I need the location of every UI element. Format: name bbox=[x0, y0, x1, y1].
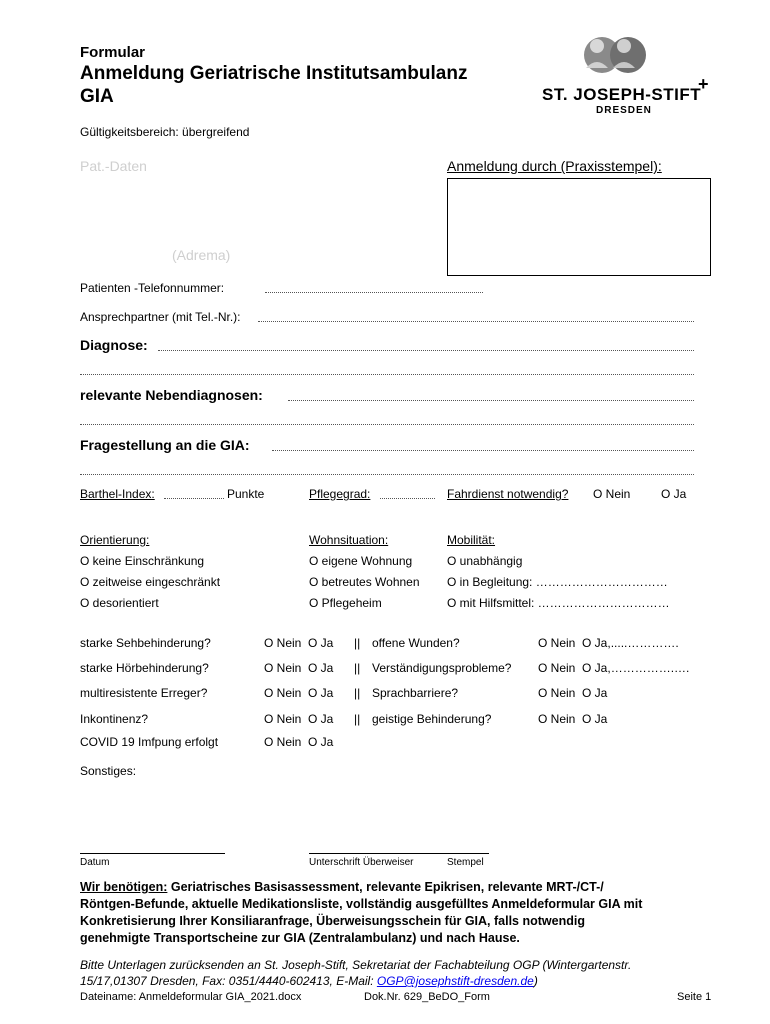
diagnose-label: Diagnose: bbox=[80, 337, 148, 353]
nebendiagnosen-label: relevante Nebendiagnosen: bbox=[80, 387, 263, 403]
question-separator: || bbox=[354, 686, 361, 700]
fragestellung-label: Fragestellung an die GIA: bbox=[80, 437, 250, 453]
email-link[interactable]: OGP@josephstift-dresden.de bbox=[376, 974, 534, 988]
orientierung-group bbox=[80, 530, 220, 614]
question-options[interactable]: O Nein O Ja bbox=[264, 686, 334, 700]
question-options[interactable]: O Nein O Ja bbox=[264, 636, 334, 650]
form-type-label: Formular bbox=[80, 44, 146, 61]
fragestellung-field-2[interactable] bbox=[80, 474, 694, 475]
fahrdienst-label: Fahrdienst notwendig? bbox=[447, 487, 569, 501]
sonstiges-label: Sonstiges: bbox=[80, 764, 137, 778]
pflegegrad-field[interactable] bbox=[380, 498, 435, 499]
required-lead: Wir benötigen: bbox=[80, 880, 168, 894]
adrema-label: (Adrema) bbox=[172, 247, 231, 263]
return-note bbox=[80, 957, 631, 989]
barthel-label: Barthel-Index: bbox=[80, 487, 155, 501]
footer-page: Seite 1 bbox=[677, 991, 712, 1003]
question-options[interactable]: O Nein O Ja bbox=[264, 735, 334, 749]
stamp-label: Anmeldung durch (Praxisstempel): bbox=[447, 158, 662, 174]
fahrdienst-nein[interactable]: O Nein bbox=[593, 487, 631, 501]
return-note-line1: Bitte Unterlagen zurücksenden an St. Joseph-Stift, Sekretariat der Fachabteilung OGP (Wintergartenstr. bbox=[80, 958, 632, 972]
question-label: COVID 19 Imfpung erfolgt bbox=[80, 735, 219, 749]
orientierung-option[interactable]: O zeitweise eingeschränkt bbox=[80, 575, 221, 589]
wohnsituation-group bbox=[309, 530, 420, 614]
question-label: Verständigungsprobleme? bbox=[372, 661, 512, 675]
wohnsituation-option[interactable]: O betreutes Wohnen bbox=[309, 575, 420, 589]
signature-label: Unterschrift Überweiser bbox=[309, 857, 414, 868]
question-separator: || bbox=[354, 661, 361, 675]
required-line1: Geriatrisches Basisassessment, relevante Epikrisen, relevante MRT-/CT-/ bbox=[167, 880, 604, 894]
question-options[interactable]: O Nein O Ja bbox=[264, 712, 334, 726]
return-note-line2-end: ) bbox=[533, 974, 538, 988]
logo-plus: + bbox=[698, 74, 709, 94]
mobilitaet-option[interactable]: O mit Hilfsmittel: …………………………… bbox=[447, 596, 670, 610]
phone-label: Patienten -Telefonnummer: bbox=[80, 281, 225, 295]
required-documents bbox=[80, 879, 642, 947]
pflegegrad-label: Pflegegrad: bbox=[309, 487, 371, 501]
mobilitaet-title: Mobilität: bbox=[447, 533, 496, 547]
orientierung-option[interactable]: O desorientiert bbox=[80, 596, 159, 610]
required-line3: Konkretisierung Ihrer Konsiliaranfrage, Überweisungsschein für GIA, falls notwendig bbox=[80, 914, 585, 928]
date-label: Datum bbox=[80, 857, 110, 868]
phone-field[interactable] bbox=[265, 292, 483, 293]
orientierung-option[interactable]: O keine Einschränkung bbox=[80, 554, 205, 568]
practice-stamp-box[interactable] bbox=[447, 178, 711, 276]
stamp-caption: Stempel bbox=[447, 857, 484, 868]
question-label: Inkontinenz? bbox=[80, 712, 149, 726]
return-note-line2: 15/17,01307 Dresden, Fax: 0351/4440-602413, E-Mail: bbox=[80, 974, 377, 988]
page-title-line1: Anmeldung Geriatrische Institutsambulanz bbox=[80, 63, 468, 84]
logo bbox=[540, 30, 720, 120]
sonstiges-field[interactable] bbox=[80, 780, 694, 840]
fahrdienst-ja[interactable]: O Ja bbox=[661, 487, 687, 501]
nebendiagnosen-field-1[interactable] bbox=[288, 400, 694, 401]
patient-data-label: Pat.-Daten bbox=[80, 158, 147, 174]
question-label: Sprachbarriere? bbox=[372, 686, 459, 700]
barthel-unit: Punkte bbox=[227, 487, 265, 501]
required-line2: Röntgen-Befunde, aktuelle Medikationsliste, vollständig ausgefülltes Anmeldeformular GIA mit bbox=[80, 897, 643, 911]
page-title-line2: GIA bbox=[80, 86, 114, 107]
mobilitaet-option[interactable]: O in Begleitung: …………………………… bbox=[447, 575, 668, 589]
orientierung-title: Orientierung: bbox=[80, 533, 150, 547]
logo-city: DRESDEN bbox=[596, 105, 652, 116]
mobilitaet-group bbox=[447, 530, 670, 614]
signature-line[interactable] bbox=[309, 853, 489, 854]
date-line[interactable] bbox=[80, 853, 225, 854]
contact-label: Ansprechpartner (mit Tel.-Nr.): bbox=[80, 310, 241, 324]
logo-name: ST. JOSEPH-STIFT bbox=[542, 85, 702, 104]
question-label: offene Wunden? bbox=[372, 636, 460, 650]
diagnose-field-1[interactable] bbox=[158, 350, 694, 351]
question-options[interactable]: O Nein O Ja,…………….…. bbox=[538, 661, 690, 675]
contact-field[interactable] bbox=[258, 321, 694, 322]
page-title bbox=[80, 62, 467, 108]
footer-docnr: Dok.Nr. 629_BeDO_Form bbox=[364, 991, 490, 1003]
scope-text: Gültigkeitsbereich: übergreifend bbox=[80, 125, 250, 139]
wohnsituation-title: Wohnsituation: bbox=[309, 533, 389, 547]
nebendiagnosen-field-2[interactable] bbox=[80, 424, 694, 425]
required-line4: genehmigte Transportscheine zur GIA (Zentralambulanz) und nach Hause. bbox=[80, 931, 520, 945]
diagnose-field-2[interactable] bbox=[80, 374, 694, 375]
fragestellung-field-1[interactable] bbox=[272, 450, 694, 451]
question-options[interactable]: O Nein O Ja bbox=[538, 712, 608, 726]
question-separator: || bbox=[354, 636, 361, 650]
question-options[interactable]: O Nein O Ja bbox=[264, 661, 334, 675]
wohnsituation-option[interactable]: O eigene Wohnung bbox=[309, 554, 413, 568]
barthel-field[interactable] bbox=[164, 498, 224, 499]
question-label: multiresistente Erreger? bbox=[80, 686, 208, 700]
wohnsituation-option[interactable]: O Pflegeheim bbox=[309, 596, 382, 610]
question-label: geistige Behinderung? bbox=[372, 712, 492, 726]
mobilitaet-option[interactable]: O unabhängig bbox=[447, 554, 523, 568]
question-options[interactable]: O Nein O Ja,.....…………. bbox=[538, 636, 679, 650]
question-label: starke Sehbehinderung? bbox=[80, 636, 211, 650]
question-label: starke Hörbehinderung? bbox=[80, 661, 209, 675]
question-separator: || bbox=[354, 712, 361, 726]
footer-filename: Dateiname: Anmeldeformular GIA_2021.docx bbox=[80, 991, 302, 1003]
question-options[interactable]: O Nein O Ja bbox=[538, 686, 608, 700]
